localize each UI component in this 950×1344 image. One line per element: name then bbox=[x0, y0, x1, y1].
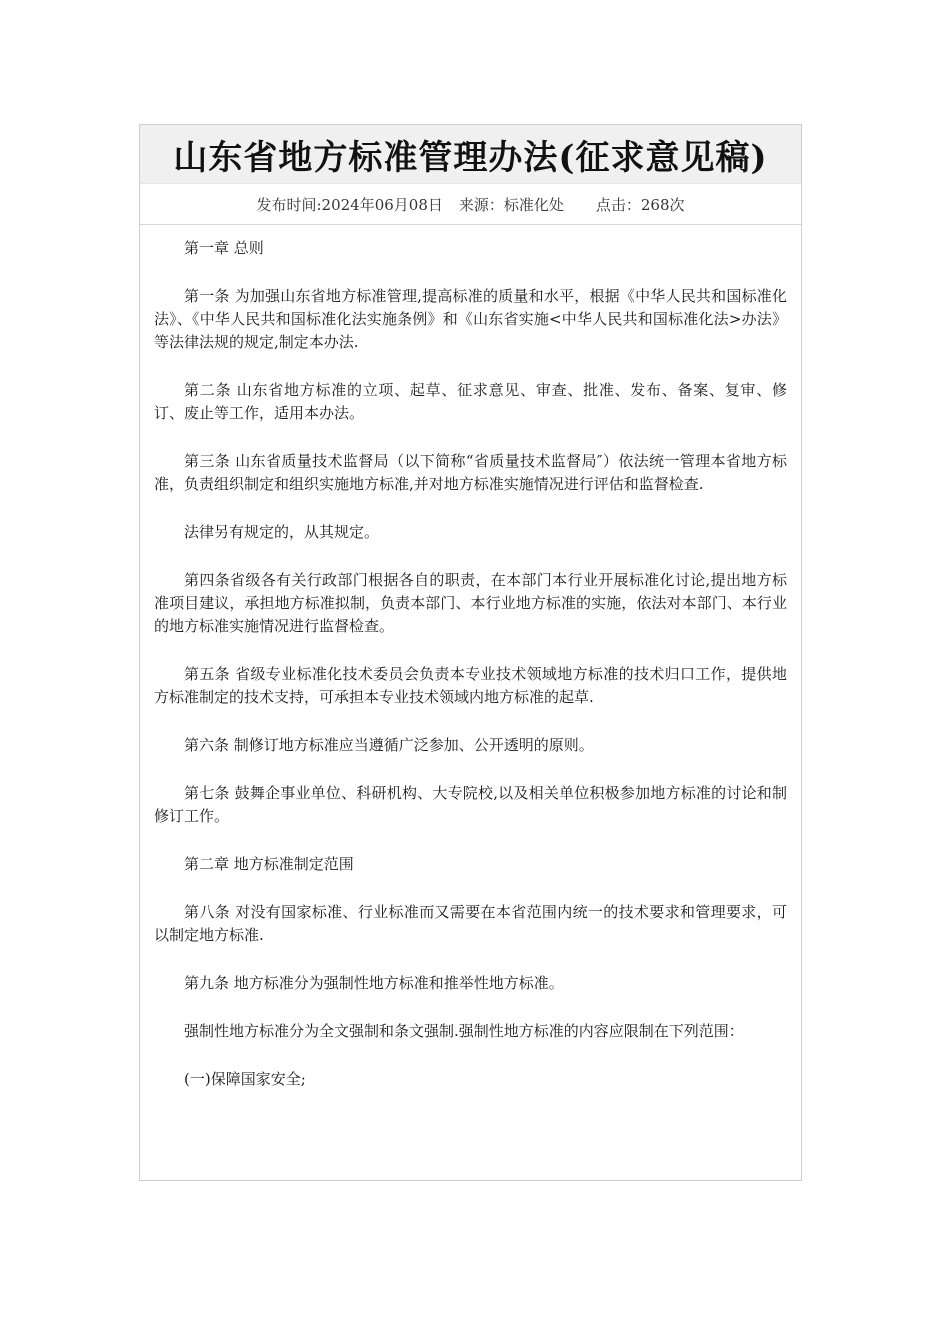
article-paragraph: (一)保障国家安全; bbox=[184, 1070, 306, 1088]
hit-count: 点击：268次 bbox=[595, 195, 685, 214]
article-paragraph: 法律另有规定的，从其规定。 bbox=[184, 523, 380, 541]
article-container bbox=[139, 124, 802, 1181]
article-paragraph: 第五条 省级专业标准化技术委员会负责本专业技术领域地方标准的技术归口工作，提供地方标准制定的技术支持，可承担本专业技术领域内地方标准的起草. bbox=[154, 665, 787, 706]
page-title: 山东省地方标准管理办法(征求意见稿) bbox=[173, 137, 768, 178]
article-paragraph: 第九条 地方标准分为强制性地方标准和推举性地方标准。 bbox=[184, 974, 564, 992]
publish-time: 发布时间:2024年06月08日 bbox=[256, 195, 443, 214]
article-paragraph: 第二条 山东省地方标准的立项、起草、征求意见、审查、批准、发布、备案、复审、修订、废止等工作，适用本办法。 bbox=[154, 381, 787, 422]
article-paragraph: 第七条 鼓舞企事业单位、科研机构、大专院校,以及相关单位积极参加地方标准的讨论和制修订工作。 bbox=[154, 784, 787, 825]
article-paragraph: 第四条省级各有关行政部门根据各自的职责，在本部门本行业开展标准化讨论,提出地方标准项目建议，承担地方标准拟制，负责本部门、本行业地方标准的实施，依法对本部门、本行业的地方标准实施情况进行监督检查。 bbox=[154, 571, 787, 635]
article-meta bbox=[140, 184, 801, 225]
title-bar bbox=[140, 125, 801, 184]
chapter-heading: 第一章 总则 bbox=[184, 239, 264, 257]
chapter-heading: 第二章 地方标准制定范围 bbox=[184, 855, 354, 873]
article-body bbox=[140, 225, 801, 1091]
article-paragraph: 第八条 对没有国家标准、行业标准而又需要在本省范围内统一的技术要求和管理要求，可以制定地方标准. bbox=[154, 903, 787, 944]
source-label: 来源：标准化处 bbox=[458, 195, 564, 214]
article-paragraph: 第三条 山东省质量技术监督局（以下简称“省质量技术监督局″）依法统一管理本省地方标准，负责组织制定和组织实施地方标准,并对地方标准实施情况进行评估和监督检查. bbox=[154, 452, 787, 493]
article-paragraph: 第一条 为加强山东省地方标准管理,提高标准的质量和水平，根据《中华人民共和国标准化法》、《中华人民共和国标准化法实施条例》和《山东省实施<中华人民共和国标准化法>办法》等法律法规的规定,制定本办法. bbox=[154, 287, 787, 351]
article-paragraph: 强制性地方标准分为全文强制和条文强制.强制性地方标准的内容应限制在下列范围： bbox=[184, 1022, 744, 1040]
article-paragraph: 第六条 制修订地方标准应当遵循广泛参加、公开透明的原则。 bbox=[184, 736, 594, 754]
